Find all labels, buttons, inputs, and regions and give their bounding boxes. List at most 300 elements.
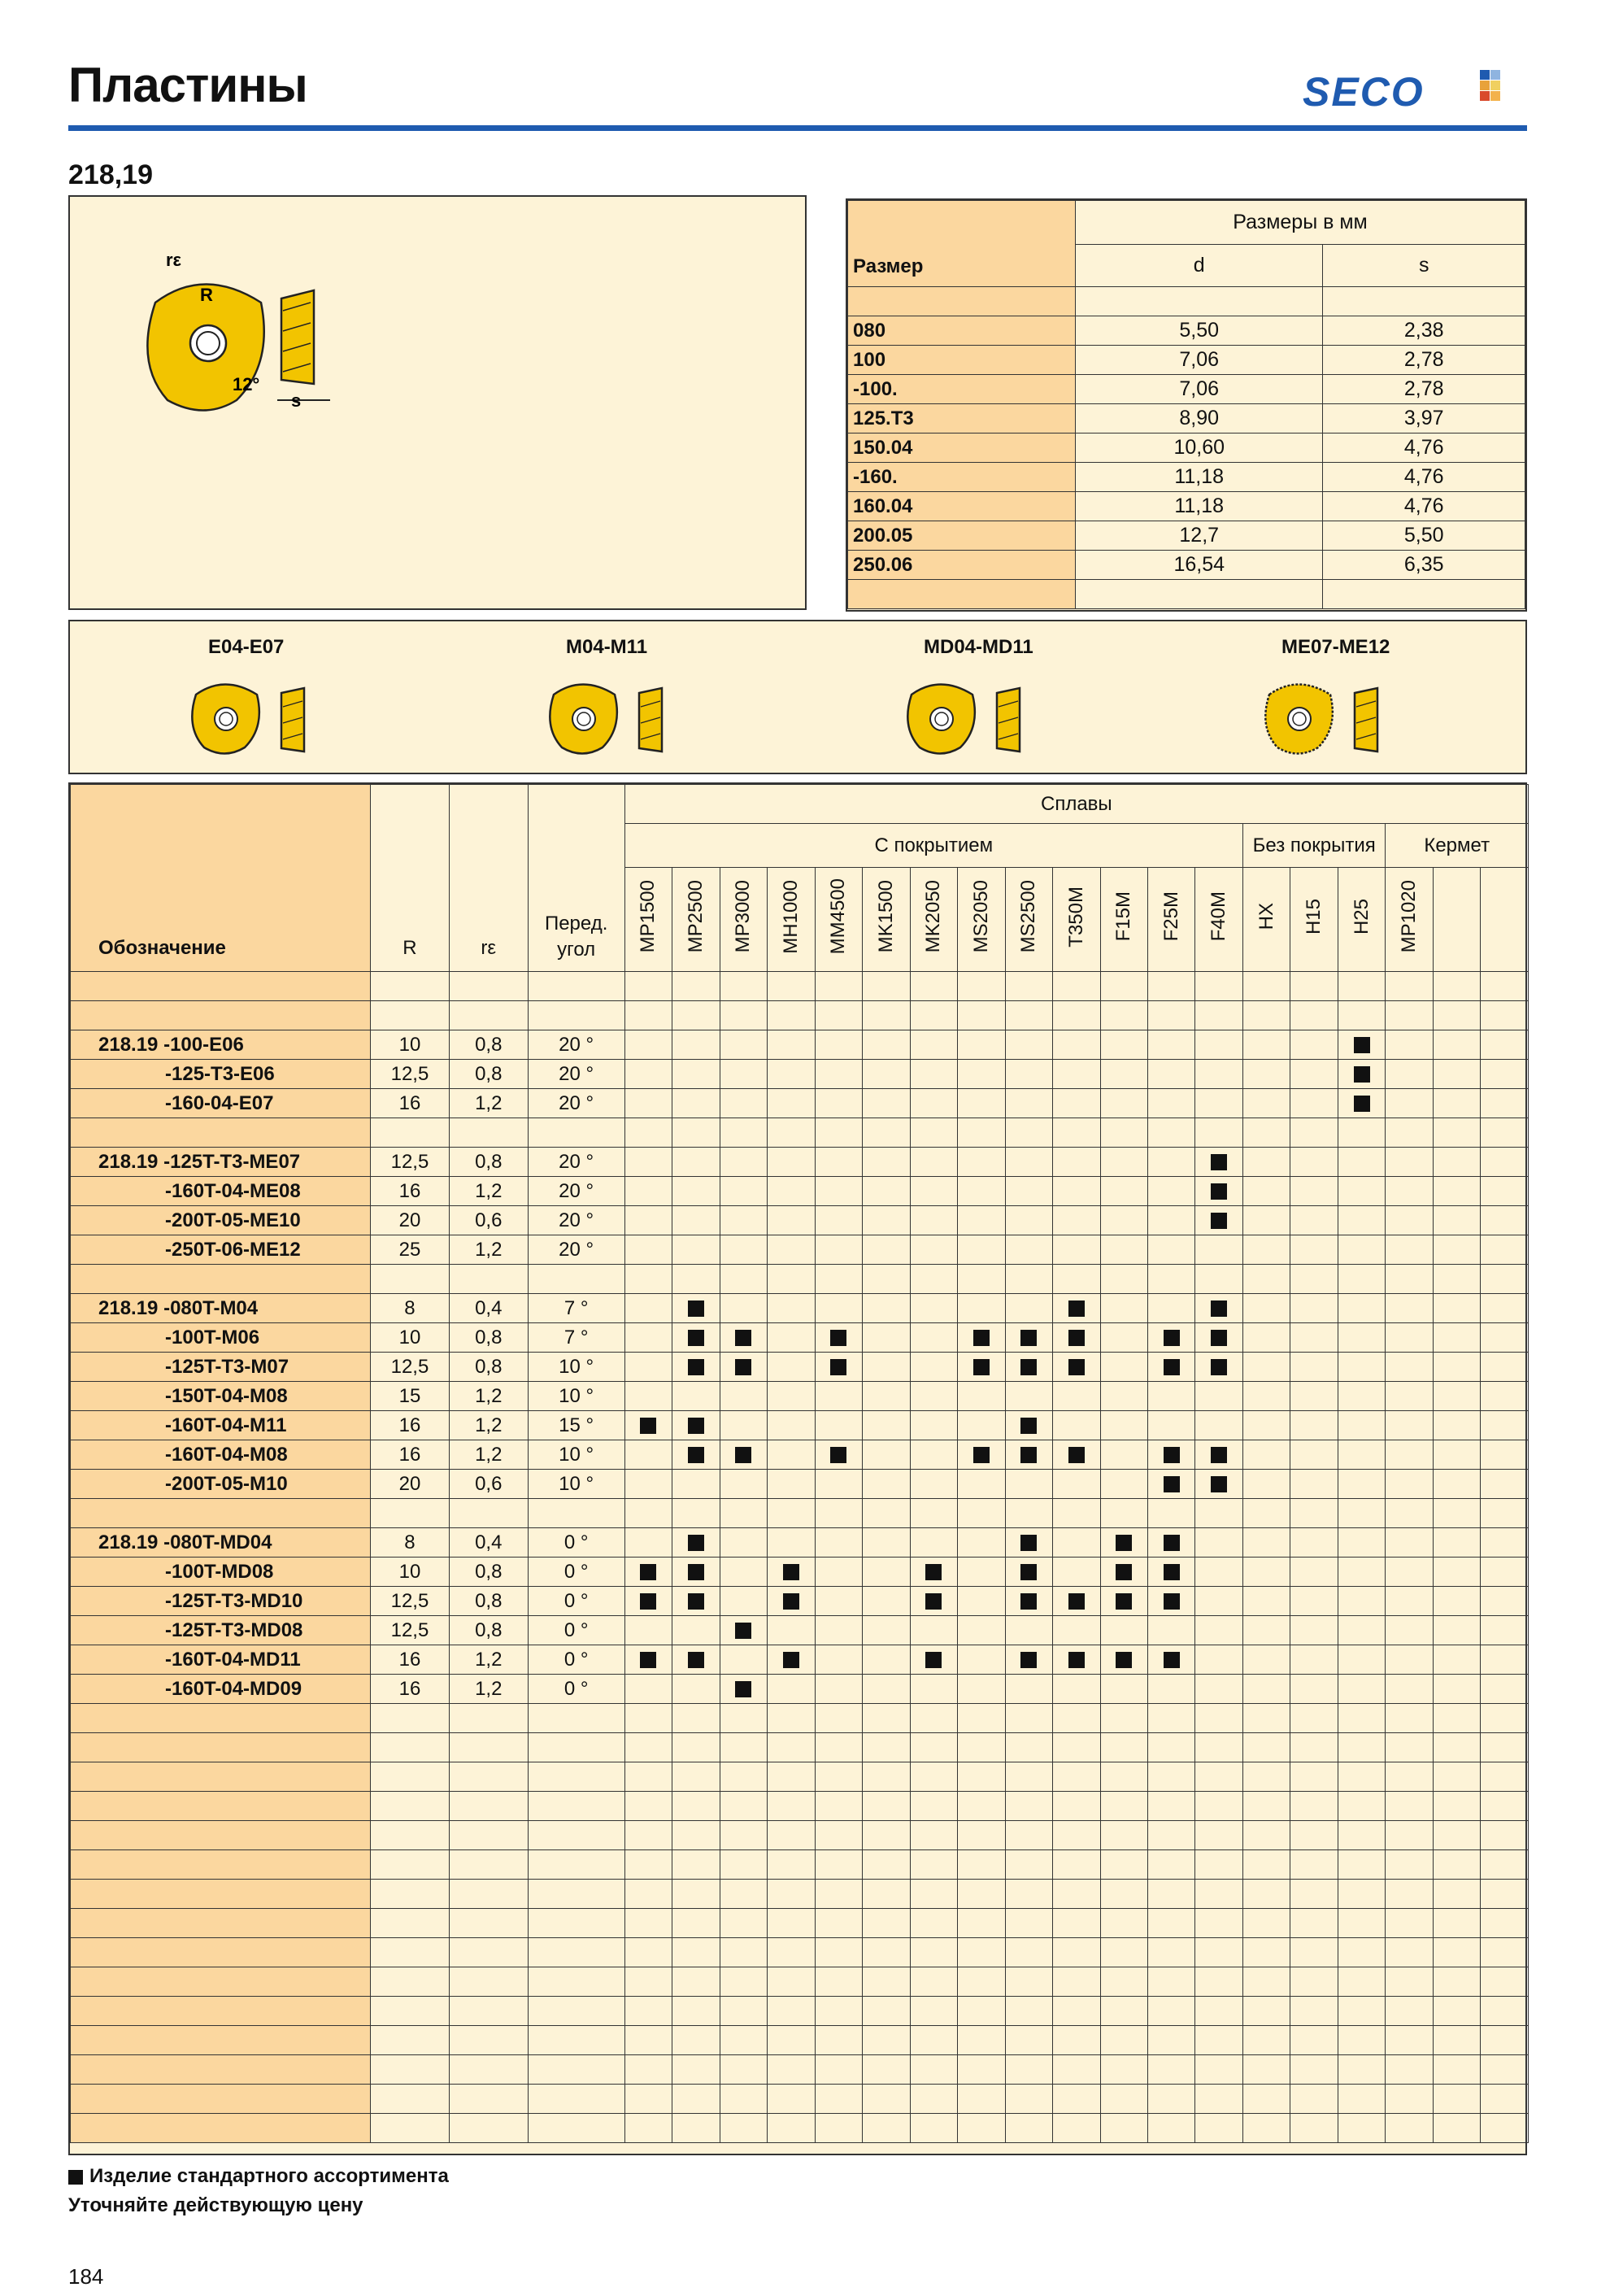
grade-cell bbox=[1433, 1616, 1480, 1645]
grade-cell bbox=[815, 1206, 862, 1235]
grade-cell bbox=[1290, 1470, 1338, 1499]
grade-cell bbox=[1386, 1616, 1433, 1645]
grade-cell bbox=[1290, 1030, 1338, 1060]
grade-cell bbox=[1338, 1470, 1385, 1499]
grade-cell bbox=[863, 1089, 910, 1118]
grade-cell bbox=[1053, 1558, 1100, 1587]
table-row bbox=[71, 1353, 1529, 1382]
grade-header bbox=[815, 868, 862, 972]
available-mark-icon bbox=[1020, 1330, 1037, 1346]
value-r: 12,5 bbox=[371, 1060, 450, 1089]
grade-cell bbox=[1386, 1060, 1433, 1089]
grade-cell bbox=[1100, 1558, 1147, 1587]
grade-cell bbox=[624, 1206, 672, 1235]
value-angle: 10 ° bbox=[528, 1440, 624, 1470]
grade-cell bbox=[672, 1323, 720, 1353]
grade-cell bbox=[815, 1294, 862, 1323]
available-mark-icon bbox=[1164, 1535, 1180, 1551]
grade-cell bbox=[1242, 1177, 1290, 1206]
table-row bbox=[71, 1470, 1529, 1499]
grade-cell bbox=[1147, 1470, 1194, 1499]
grade-cell bbox=[1100, 1382, 1147, 1411]
grade-cell bbox=[1053, 1470, 1100, 1499]
value-angle: 20 ° bbox=[528, 1206, 624, 1235]
grade-cell bbox=[768, 1382, 815, 1411]
grade-cell bbox=[1481, 1470, 1529, 1499]
grade-cell bbox=[863, 1060, 910, 1089]
grade-cell bbox=[1386, 1382, 1433, 1411]
designation: -125T-T3-MD10 bbox=[71, 1587, 371, 1616]
grade-cell bbox=[1100, 1089, 1147, 1118]
grade-cell bbox=[863, 1411, 910, 1440]
grade-cell bbox=[1433, 1382, 1480, 1411]
table-row bbox=[71, 1558, 1529, 1587]
grade-cell bbox=[1195, 1323, 1242, 1353]
value-angle: 10 ° bbox=[528, 1382, 624, 1411]
grade-cell bbox=[815, 1645, 862, 1675]
grade-cell bbox=[720, 1558, 767, 1587]
dims-size: -160. bbox=[848, 463, 1076, 492]
blank-row bbox=[71, 1792, 1529, 1821]
blank-row bbox=[71, 1001, 1529, 1030]
value-re: 0,4 bbox=[449, 1528, 528, 1558]
grade-header-label: MK1500 bbox=[874, 880, 897, 953]
grade-cell bbox=[1005, 1558, 1052, 1587]
grade-cell bbox=[1195, 1148, 1242, 1177]
grade-cell bbox=[910, 1353, 957, 1382]
grade-cell bbox=[958, 1060, 1005, 1089]
grade-cell bbox=[1290, 1206, 1338, 1235]
dims-header-d: d bbox=[1076, 245, 1323, 287]
grade-cell bbox=[815, 1470, 862, 1499]
grade-cell bbox=[1005, 1587, 1052, 1616]
dims-d: 8,90 bbox=[1076, 404, 1323, 433]
table-row bbox=[71, 1675, 1529, 1704]
grade-cell bbox=[1195, 1675, 1242, 1704]
grade-cell bbox=[1053, 1235, 1100, 1265]
grade-cell bbox=[863, 1353, 910, 1382]
value-r: 12,5 bbox=[371, 1616, 450, 1645]
table-row bbox=[71, 1235, 1529, 1265]
grade-cell bbox=[1481, 1382, 1529, 1411]
available-mark-icon bbox=[1020, 1535, 1037, 1551]
grade-cell bbox=[672, 1294, 720, 1323]
grade-cell bbox=[720, 1616, 767, 1645]
grade-header-label: T350M bbox=[1064, 886, 1087, 948]
grade-cell bbox=[1100, 1206, 1147, 1235]
grade-cell bbox=[1147, 1148, 1194, 1177]
header-re: rε bbox=[449, 785, 528, 972]
grade-cell bbox=[720, 1470, 767, 1499]
available-mark-icon bbox=[1164, 1593, 1180, 1610]
value-angle: 20 ° bbox=[528, 1235, 624, 1265]
available-mark-icon bbox=[735, 1359, 751, 1375]
available-mark-icon bbox=[1020, 1447, 1037, 1463]
grade-cell bbox=[1386, 1353, 1433, 1382]
grade-cell bbox=[1053, 1148, 1100, 1177]
value-r: 16 bbox=[371, 1645, 450, 1675]
grade-cell bbox=[1290, 1177, 1338, 1206]
grade-cell bbox=[1100, 1148, 1147, 1177]
value-re: 1,2 bbox=[449, 1645, 528, 1675]
geometry-panel bbox=[68, 620, 1527, 774]
value-r: 16 bbox=[371, 1089, 450, 1118]
grade-cell bbox=[768, 1206, 815, 1235]
grade-cell bbox=[1195, 1353, 1242, 1382]
geometry-label: ME07-ME12 bbox=[1281, 636, 1390, 658]
grade-cell bbox=[1481, 1440, 1529, 1470]
grade-cell bbox=[1481, 1177, 1529, 1206]
available-mark-icon bbox=[1116, 1593, 1132, 1610]
geometry-item bbox=[476, 630, 720, 768]
grade-cell bbox=[863, 1440, 910, 1470]
grade-cell bbox=[1242, 1675, 1290, 1704]
value-re: 0,8 bbox=[449, 1558, 528, 1587]
available-mark-icon bbox=[783, 1564, 799, 1580]
grade-cell bbox=[768, 1411, 815, 1440]
grade-cell bbox=[624, 1616, 672, 1645]
grade-cell bbox=[1338, 1411, 1385, 1440]
available-mark-icon bbox=[830, 1447, 846, 1463]
designation: -125-T3-E06 bbox=[71, 1060, 371, 1089]
grade-cell bbox=[815, 1323, 862, 1353]
grade-cell bbox=[815, 1089, 862, 1118]
header-angle bbox=[528, 785, 624, 972]
designation: -250T-06-ME12 bbox=[71, 1235, 371, 1265]
grade-cell bbox=[1005, 1294, 1052, 1323]
grade-cell bbox=[1195, 1235, 1242, 1265]
grade-cell bbox=[768, 1235, 815, 1265]
main-table bbox=[70, 784, 1529, 2143]
grade-cell bbox=[624, 1470, 672, 1499]
grade-cell bbox=[958, 1323, 1005, 1353]
grade-cell bbox=[624, 1587, 672, 1616]
grade-header-label: MP3000 bbox=[732, 880, 755, 953]
value-angle: 20 ° bbox=[528, 1177, 624, 1206]
grade-header-label: MP2500 bbox=[684, 880, 707, 953]
grade-cell bbox=[1338, 1060, 1385, 1089]
grade-cell bbox=[815, 1528, 862, 1558]
grade-cell bbox=[720, 1323, 767, 1353]
model-label: 218,19 bbox=[68, 159, 153, 190]
grade-cell bbox=[1195, 1528, 1242, 1558]
dims-s: 6,35 bbox=[1323, 551, 1525, 580]
available-mark-icon bbox=[1116, 1652, 1132, 1668]
geometry-insert-icon bbox=[119, 630, 363, 768]
grade-cell bbox=[1053, 1528, 1100, 1558]
grade-cell bbox=[958, 1528, 1005, 1558]
available-mark-icon bbox=[1211, 1476, 1227, 1492]
grade-header bbox=[624, 868, 672, 972]
value-angle: 0 ° bbox=[528, 1616, 624, 1645]
footnote-standard-text: Изделие стандартного ассортимента bbox=[89, 2165, 449, 2187]
available-mark-icon bbox=[1068, 1330, 1085, 1346]
grade-cell bbox=[768, 1353, 815, 1382]
grade-cell bbox=[720, 1528, 767, 1558]
dims-s: 4,76 bbox=[1323, 492, 1525, 521]
value-r: 8 bbox=[371, 1294, 450, 1323]
table-row bbox=[71, 1382, 1529, 1411]
grade-cell bbox=[624, 1089, 672, 1118]
grade-cell bbox=[1147, 1382, 1194, 1411]
label-s: s bbox=[291, 390, 302, 411]
grade-cell bbox=[1053, 1089, 1100, 1118]
grade-header bbox=[1053, 868, 1100, 972]
grade-cell bbox=[958, 1148, 1005, 1177]
grade-cell bbox=[1386, 1148, 1433, 1177]
grade-cell bbox=[1242, 1060, 1290, 1089]
available-mark-icon bbox=[1116, 1564, 1132, 1580]
grade-cell bbox=[624, 1645, 672, 1675]
value-angle: 0 ° bbox=[528, 1675, 624, 1704]
geometry-insert-icon bbox=[834, 630, 1078, 768]
dims-size: 125.T3 bbox=[848, 404, 1076, 433]
available-mark-icon bbox=[640, 1418, 656, 1434]
grade-cell bbox=[863, 1616, 910, 1645]
grade-cell bbox=[1338, 1294, 1385, 1323]
grade-cell bbox=[1386, 1294, 1433, 1323]
grade-cell bbox=[815, 1587, 862, 1616]
grade-header-label: MM4500 bbox=[827, 878, 850, 955]
grade-cell bbox=[768, 1645, 815, 1675]
grade-cell bbox=[863, 1148, 910, 1177]
grade-cell bbox=[1290, 1294, 1338, 1323]
header-uncoated: Без покрытия bbox=[1242, 824, 1385, 868]
grade-cell bbox=[1005, 1030, 1052, 1060]
dims-row bbox=[848, 521, 1525, 551]
grade-cell bbox=[1100, 1645, 1147, 1675]
grade-cell bbox=[672, 1645, 720, 1675]
brand-logo-squares bbox=[1480, 70, 1511, 102]
designation: -160-04-E07 bbox=[71, 1089, 371, 1118]
dims-d: 7,06 bbox=[1076, 375, 1323, 404]
dims-d: 7,06 bbox=[1076, 346, 1323, 375]
grade-cell bbox=[1386, 1645, 1433, 1675]
grade-cell bbox=[624, 1294, 672, 1323]
dims-row bbox=[848, 346, 1525, 375]
value-re: 0,8 bbox=[449, 1060, 528, 1089]
grade-cell bbox=[1100, 1294, 1147, 1323]
label-re: rε bbox=[166, 250, 182, 270]
grade-cell bbox=[958, 1294, 1005, 1323]
grade-cell bbox=[1290, 1148, 1338, 1177]
grade-cell bbox=[1147, 1177, 1194, 1206]
value-re: 0,4 bbox=[449, 1294, 528, 1323]
footnote-standard bbox=[68, 2165, 449, 2188]
available-mark-icon bbox=[640, 1593, 656, 1610]
grade-header bbox=[1290, 868, 1338, 972]
grade-cell bbox=[1053, 1440, 1100, 1470]
grade-cell bbox=[1242, 1030, 1290, 1060]
dims-row bbox=[848, 316, 1525, 346]
grade-cell bbox=[863, 1206, 910, 1235]
grade-header bbox=[1433, 868, 1480, 972]
grade-cell bbox=[1005, 1382, 1052, 1411]
grade-cell bbox=[1290, 1558, 1338, 1587]
grade-cell bbox=[1100, 1235, 1147, 1265]
table-row bbox=[71, 1616, 1529, 1645]
grade-cell bbox=[1338, 1148, 1385, 1177]
designation: -100T-MD08 bbox=[71, 1558, 371, 1587]
grade-cell bbox=[1242, 1206, 1290, 1235]
grade-cell bbox=[863, 1177, 910, 1206]
value-r: 16 bbox=[371, 1177, 450, 1206]
grade-cell bbox=[1147, 1587, 1194, 1616]
value-angle: 0 ° bbox=[528, 1645, 624, 1675]
dims-row bbox=[848, 375, 1525, 404]
grade-cell bbox=[1433, 1089, 1480, 1118]
grade-cell bbox=[624, 1675, 672, 1704]
grade-cell bbox=[1386, 1675, 1433, 1704]
dims-d: 12,7 bbox=[1076, 521, 1323, 551]
grade-cell bbox=[1386, 1587, 1433, 1616]
value-r: 25 bbox=[371, 1235, 450, 1265]
grade-cell bbox=[1290, 1616, 1338, 1645]
grade-cell bbox=[720, 1206, 767, 1235]
grade-header-label: MS2050 bbox=[969, 880, 992, 953]
grade-cell bbox=[1386, 1206, 1433, 1235]
grade-cell bbox=[1433, 1030, 1480, 1060]
dims-row bbox=[848, 492, 1525, 521]
designation: -100T-M06 bbox=[71, 1323, 371, 1353]
grade-cell bbox=[910, 1587, 957, 1616]
grade-cell bbox=[1433, 1177, 1480, 1206]
grade-header bbox=[1195, 868, 1242, 972]
grade-cell bbox=[863, 1470, 910, 1499]
grade-cell bbox=[672, 1089, 720, 1118]
grade-cell bbox=[1290, 1323, 1338, 1353]
grade-cell bbox=[1100, 1353, 1147, 1382]
grade-cell bbox=[1242, 1353, 1290, 1382]
grade-cell bbox=[624, 1528, 672, 1558]
header-alloys: Сплавы bbox=[624, 785, 1528, 824]
available-mark-icon bbox=[1354, 1037, 1370, 1053]
standard-mark-icon bbox=[68, 2170, 83, 2185]
available-mark-icon bbox=[1354, 1096, 1370, 1112]
designation: 218.19 -080T-MD04 bbox=[71, 1528, 371, 1558]
grade-cell bbox=[958, 1587, 1005, 1616]
grade-cell bbox=[768, 1528, 815, 1558]
grade-cell bbox=[910, 1235, 957, 1265]
dims-size: 160.04 bbox=[848, 492, 1076, 521]
grade-cell bbox=[910, 1411, 957, 1440]
grade-cell bbox=[720, 1089, 767, 1118]
grade-cell bbox=[910, 1558, 957, 1587]
grade-cell bbox=[672, 1206, 720, 1235]
grade-cell bbox=[720, 1148, 767, 1177]
grade-cell bbox=[1386, 1323, 1433, 1353]
grade-cell bbox=[958, 1558, 1005, 1587]
available-mark-icon bbox=[783, 1652, 799, 1668]
grade-cell bbox=[624, 1148, 672, 1177]
table-row bbox=[71, 1030, 1529, 1060]
dims-s: 3,97 bbox=[1323, 404, 1525, 433]
table-row bbox=[71, 1177, 1529, 1206]
grade-cell bbox=[624, 1323, 672, 1353]
grade-cell bbox=[1338, 1587, 1385, 1616]
grade-cell bbox=[672, 1411, 720, 1440]
geometry-label: MD04-MD11 bbox=[924, 636, 1033, 658]
grade-cell bbox=[958, 1353, 1005, 1382]
grade-cell bbox=[1433, 1411, 1480, 1440]
value-re: 1,2 bbox=[449, 1235, 528, 1265]
grade-cell bbox=[1386, 1030, 1433, 1060]
available-mark-icon bbox=[735, 1447, 751, 1463]
grade-cell bbox=[1005, 1235, 1052, 1265]
grade-cell bbox=[1147, 1089, 1194, 1118]
value-angle: 7 ° bbox=[528, 1323, 624, 1353]
grade-cell bbox=[624, 1382, 672, 1411]
value-r: 16 bbox=[371, 1440, 450, 1470]
available-mark-icon bbox=[1116, 1535, 1132, 1551]
dims-d: 11,18 bbox=[1076, 492, 1323, 521]
grade-cell bbox=[624, 1030, 672, 1060]
grade-cell bbox=[1433, 1675, 1480, 1704]
grade-header bbox=[1100, 868, 1147, 972]
available-mark-icon bbox=[688, 1593, 704, 1610]
grade-cell bbox=[1433, 1206, 1480, 1235]
available-mark-icon bbox=[1068, 1359, 1085, 1375]
grade-cell bbox=[1005, 1323, 1052, 1353]
designation: -150T-04-M08 bbox=[71, 1382, 371, 1411]
grade-cell bbox=[1386, 1177, 1433, 1206]
grade-cell bbox=[1195, 1470, 1242, 1499]
grade-cell bbox=[958, 1470, 1005, 1499]
grade-cell bbox=[863, 1235, 910, 1265]
grade-cell bbox=[1433, 1470, 1480, 1499]
grade-cell bbox=[958, 1616, 1005, 1645]
grade-header-label: HX bbox=[1255, 903, 1277, 930]
grade-cell bbox=[1481, 1645, 1529, 1675]
dims-s: 2,78 bbox=[1323, 346, 1525, 375]
grade-cell bbox=[1147, 1235, 1194, 1265]
grade-cell bbox=[958, 1382, 1005, 1411]
grade-cell bbox=[1433, 1323, 1480, 1353]
grade-cell bbox=[768, 1470, 815, 1499]
grade-cell bbox=[1147, 1030, 1194, 1060]
dims-size: -100. bbox=[848, 375, 1076, 404]
grade-header bbox=[720, 868, 767, 972]
grade-cell bbox=[1481, 1616, 1529, 1645]
grade-header-label: MP1020 bbox=[1398, 880, 1421, 953]
blank-row bbox=[71, 2055, 1529, 2085]
grade-cell bbox=[1481, 1353, 1529, 1382]
grade-cell bbox=[910, 1470, 957, 1499]
grade-cell bbox=[1100, 1675, 1147, 1704]
grade-cell bbox=[1338, 1382, 1385, 1411]
value-r: 12,5 bbox=[371, 1587, 450, 1616]
footnote-price: Уточняйте действующую цену bbox=[68, 2194, 363, 2216]
available-mark-icon bbox=[1068, 1593, 1085, 1610]
grade-cell bbox=[863, 1323, 910, 1353]
grade-cell bbox=[1100, 1323, 1147, 1353]
grade-cell bbox=[1290, 1528, 1338, 1558]
dims-d: 10,60 bbox=[1076, 433, 1323, 463]
grade-cell bbox=[910, 1616, 957, 1645]
grade-cell bbox=[1195, 1060, 1242, 1089]
blank-row bbox=[71, 1909, 1529, 1938]
grade-cell bbox=[720, 1382, 767, 1411]
grade-cell bbox=[1147, 1616, 1194, 1645]
grade-cell bbox=[910, 1528, 957, 1558]
grade-cell bbox=[1147, 1060, 1194, 1089]
grade-cell bbox=[720, 1440, 767, 1470]
grade-cell bbox=[1386, 1558, 1433, 1587]
designation: 218.19 -125T-T3-ME07 bbox=[71, 1148, 371, 1177]
grade-cell bbox=[1005, 1148, 1052, 1177]
value-r: 10 bbox=[371, 1030, 450, 1060]
blank-row bbox=[71, 1704, 1529, 1733]
